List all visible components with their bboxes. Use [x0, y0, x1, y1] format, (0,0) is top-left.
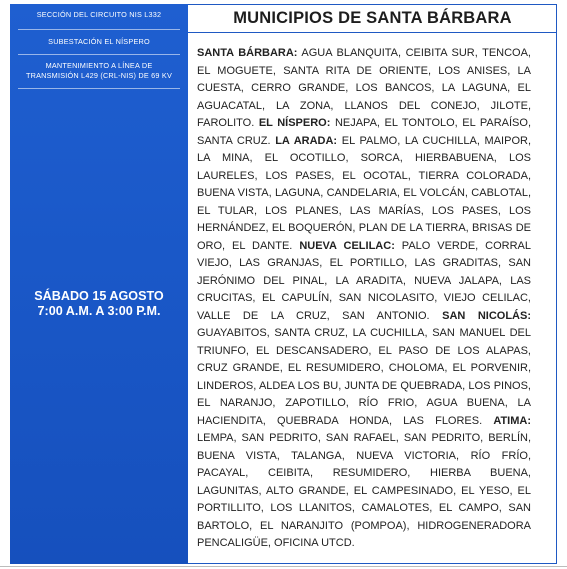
- municipality-name: SAN NICOLÁS:: [442, 309, 531, 322]
- schedule-block: [10, 289, 188, 319]
- municipality-places: NEJAPA, EL TONTOLO, EL PARAÍSO, SANTA CRUZ.: [197, 117, 531, 147]
- page-title: MUNICIPIOS DE SANTA BÁRBARA: [188, 4, 557, 33]
- municipality-name: ATIMA:: [493, 414, 531, 427]
- municipality-name: LA ARADA:: [275, 134, 338, 147]
- outage-info-sidebar: [10, 4, 188, 564]
- municipality-name: NUEVA CELILAC:: [299, 239, 395, 252]
- substation-label: SUBESTACIÓN EL NÍSPERO: [48, 37, 150, 46]
- maintenance-label: [10, 61, 188, 81]
- outage-date: SÁBADO 15 AGOSTO: [34, 289, 164, 303]
- municipality-places: AGUA BLANQUITA, CEIBITA SUR, TENCOA, EL MOGUETE, SANTA RITA DE ORIENTE, LOS ANISES, LA CUESTA, CERRO GRANDE, LOS BANCOS, LA LAGUNA, EL AGUACATAL, LA ZONA, LLANOS DEL CONEJO, JILOTE, FAROLITO.: [197, 47, 531, 129]
- sidebar-divider: [18, 88, 180, 89]
- sidebar-divider: [18, 29, 180, 30]
- bottom-divider: [0, 566, 567, 567]
- outage-time: 7:00 A.M. A 3:00 P.M.: [37, 304, 161, 318]
- circuit-section-label: SECCIÓN DEL CIRCUITO NIS L332: [36, 10, 162, 19]
- maintenance-label-line1: MANTENIMIENTO A LÍNEA DE: [45, 61, 153, 70]
- sidebar-divider: [18, 54, 180, 55]
- municipality-places: LEMPA, SAN PEDRITO, SAN RAFAEL, SAN PEDRITO, BERLÍN, BUENA VISTA, TALANGA, NUEVA VICTORIA, RÍO FRÍO, PACAYAL, CEIBITA, RESUMIDERO, HIERBA BUENA, LAGUNITAS, ALTO GRANDE, EL CAMPESINADO, EL YESO, EL PORTILLITO, LOS LLANITOS, CAMALOTES, EL CAMPO, SAN BARTOLO, EL NARANJITO (POMPOA), HIDROGENERADORA PENCALIGÜE, OFICINA UTCD.: [197, 432, 531, 549]
- municipality-places: PALO VERDE, CORRAL VIEJO, LAS GRANJAS, EL PORTILLO, LAS GRADITAS, SAN JERÓNIMO DEL PINAL, LA ARADITA, NUEVA JALAPA, LAS CRUCITAS, EL CAPULÍN, SAN NICOLASITO, VIEJO CELILAC, VALLE DE LA CRUZ, SAN ANTONIO.: [197, 239, 531, 322]
- municipality-list: [197, 45, 531, 553]
- municipality-places: GUAYABITOS, SANTA CRUZ, LA CUCHILLA, SAN MANUEL DEL TRIUNFO, EL DESCANSADERO, EL PASO DE LOS ALAPAS, CRUZ GRANDE, EL RESUMIDERO, CHOLOMA, EL PORVENIR, LINDEROS, ALDEA LOS BU, JUNTA DE QUEBRADA, LOS PINOS, EL NARANJO, ZAPOTILLO, RÍO FRIO, AGUA BUENA, LA HACIENDITA, QUEBRADA HONDA, LAS FLORES.: [197, 327, 531, 427]
- municipality-name: EL NÍSPERO:: [258, 117, 331, 129]
- municipality-places: EL PALMO, LA CUCHILLA, MAIPOR, LA MINA, EL OCOTILLO, SORCA, HIERBABUENA, LOS LAURELES, LOS PASES, EL OCOTAL, TIERRA COLORADA, BUENA VISTA, LAGUNA, CANDELARIA, EL VOLCÁN, CABLOTAL, EL TULAR, LOS PLANES, LAS MARÍAS, LOS PASES, LOS HERNÁNDEZ, EL BOQUERÓN, PLAN DE LA TIERRA, BRISAS DE ORO, EL DANTE.: [197, 134, 531, 252]
- municipality-name: SANTA BÁRBARA:: [197, 47, 298, 59]
- maintenance-label-line2: TRANSMISIÓN L429 (CRL-NIS) DE 69 KV: [25, 71, 173, 80]
